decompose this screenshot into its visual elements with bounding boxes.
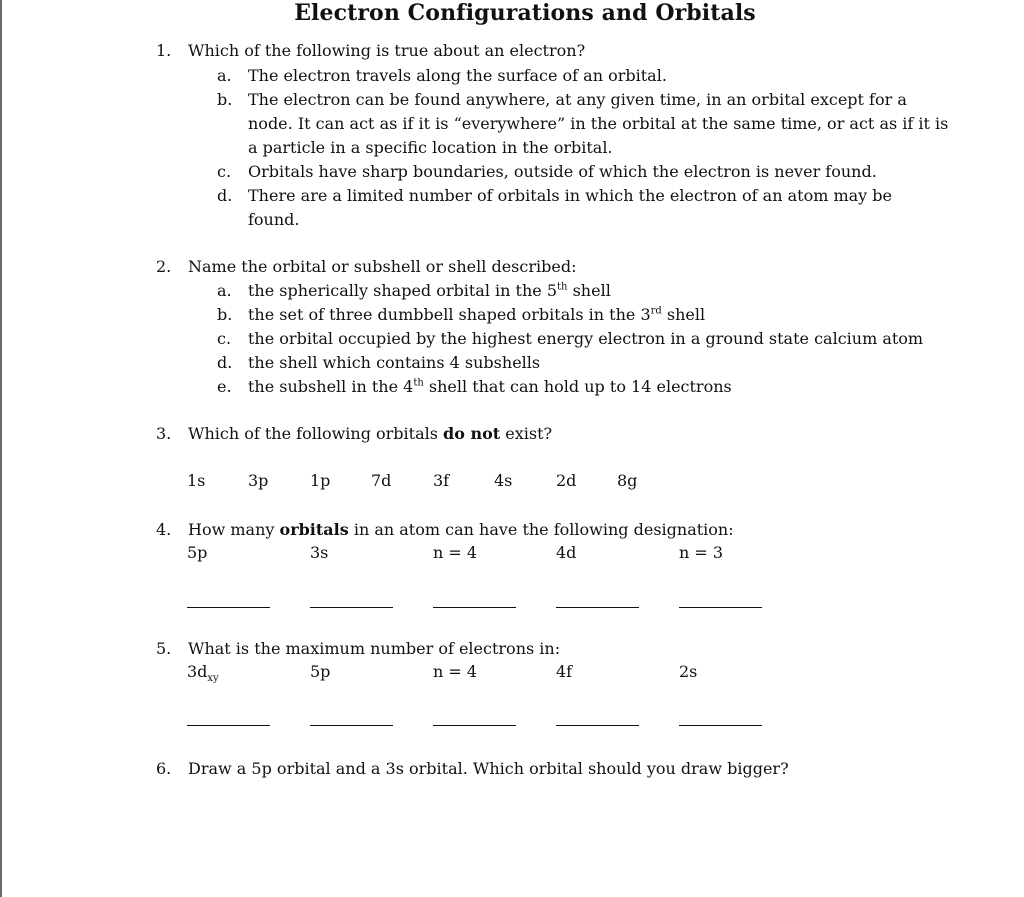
option-letter: c. — [217, 329, 232, 348]
answer-blank[interactable] — [679, 607, 762, 608]
question-number: 1. — [156, 41, 172, 60]
option-text: Orbitals have sharp boundaries, outside of which the electron is never found. — [248, 162, 877, 181]
option-text-line-2: node. It can act as if it is “everywhere” in the orbital at the same time, or act as if it is — [248, 114, 949, 133]
option-text: the subshell in the 4th shell that can hold up to 14 electrons — [248, 377, 732, 396]
option-letter: a. — [217, 66, 232, 85]
orbital-option: 1s — [187, 471, 206, 490]
question-number: 3. — [156, 424, 172, 443]
option-text: The electron travels along the surface of an orbital. — [248, 66, 667, 85]
orbital-option: 1p — [310, 471, 331, 490]
orbital-option: 2d — [556, 471, 577, 490]
designation-item: 5p — [187, 543, 208, 562]
orbital-item: $3d_{xy}$ — [187, 662, 219, 685]
option-text: the spherically shaped orbital in the 5th shell — [248, 281, 611, 300]
question-text: Name the orbital or subshell or shell described: — [188, 257, 577, 276]
question-text: Draw a 5p orbital and a 3s orbital. Which orbital should you draw bigger? — [188, 759, 789, 778]
question-number: 5. — [156, 639, 172, 658]
orbital-option: 7d — [371, 471, 392, 490]
page-title: Electron Configurations and Orbitals — [294, 0, 756, 26]
orbital-item: 4f — [556, 662, 573, 681]
question-number: 4. — [156, 520, 172, 539]
option-letter: c. — [217, 162, 232, 181]
option-text-line-1: There are a limited number of orbitals in which the electron of an atom may be — [248, 186, 893, 205]
option-letter: a. — [217, 281, 232, 300]
option-text-line-1: The electron can be found anywhere, at any given time, in an orbital except for a — [248, 90, 907, 109]
question-number: 2. — [156, 257, 172, 276]
answer-blank[interactable] — [433, 725, 516, 726]
answer-blank[interactable] — [433, 607, 516, 608]
orbital-item: n = 4 — [433, 662, 478, 681]
option-letter: e. — [217, 377, 232, 396]
answer-blank[interactable] — [187, 725, 270, 726]
question-text: Which of the following orbitals do not exist? — [188, 424, 553, 443]
designation-item: 4d — [556, 543, 577, 562]
option-letter: b. — [217, 305, 233, 324]
orbital-option: 8g — [617, 471, 638, 490]
option-letter: d. — [217, 353, 233, 372]
orbital-item: 5p — [310, 662, 331, 681]
option-letter: d. — [217, 186, 233, 205]
question-text: Which of the following is true about an electron? — [188, 41, 586, 60]
answer-blank[interactable] — [556, 725, 639, 726]
orbital-option: 4s — [494, 471, 513, 490]
option-text-line-3: a particle in a specific location in the orbital. — [248, 138, 613, 157]
designation-item: n = 3 — [679, 543, 724, 562]
option-text: the shell which contains 4 subshells — [248, 353, 541, 372]
question-number: 6. — [156, 759, 172, 778]
option-text-line-2: found. — [248, 210, 300, 229]
question-text: What is the maximum number of electrons in: — [188, 639, 561, 658]
answer-blank[interactable] — [187, 607, 270, 608]
option-letter: b. — [217, 90, 233, 109]
designation-item: n = 4 — [433, 543, 478, 562]
answer-blank[interactable] — [310, 725, 393, 726]
orbital-item: 2s — [679, 662, 698, 681]
orbital-option: 3p — [248, 471, 269, 490]
orbital-option: 3f — [433, 471, 450, 490]
question-text: How many orbitals in an atom can have the following designation: — [188, 520, 734, 539]
option-text: the orbital occupied by the highest energy electron in a ground state calcium atom — [248, 329, 924, 348]
option-text: the set of three dumbbell shaped orbitals in the 3rd shell — [248, 305, 706, 324]
answer-blank[interactable] — [679, 725, 762, 726]
answer-blank[interactable] — [556, 607, 639, 608]
designation-item: 3s — [310, 543, 329, 562]
answer-blank[interactable] — [310, 607, 393, 608]
